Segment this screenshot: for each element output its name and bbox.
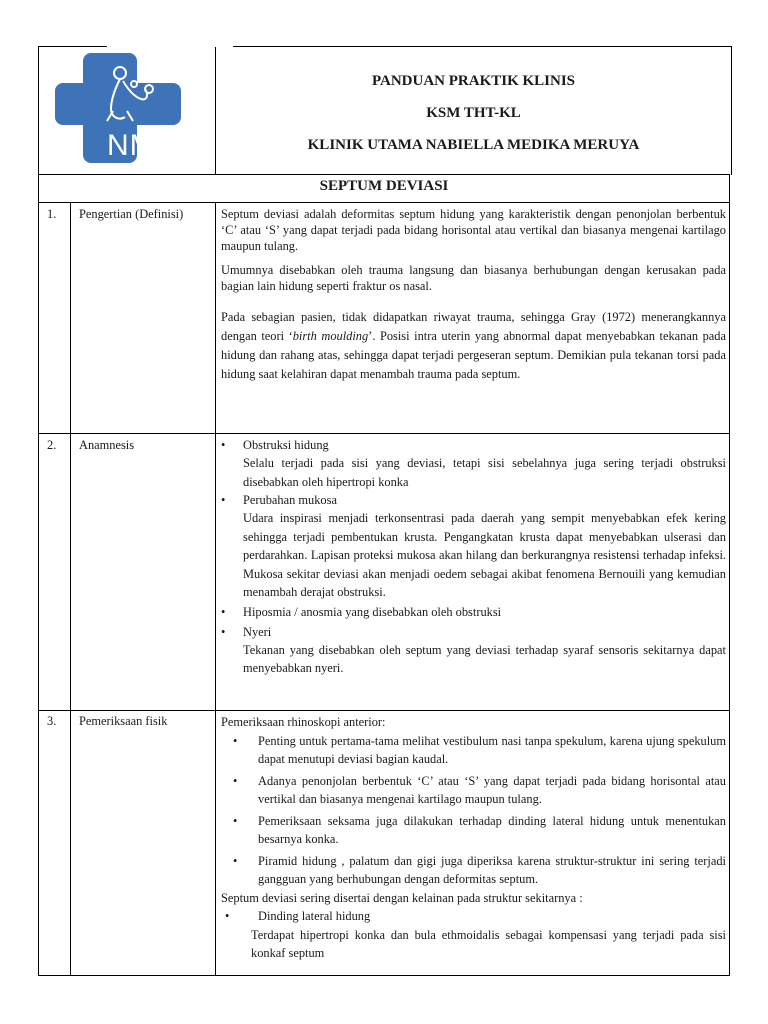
row-label: Pengertian (Definisi): [79, 207, 184, 221]
divider: [39, 202, 729, 203]
list-item: • Penting untuk pertama-tama melihat vestibulum nasi tanpa spekulum, karena ujung spekulum dapat menutupi deviasi bagian kaudal.: [233, 733, 726, 766]
divider: [39, 433, 729, 434]
list-item-text: Tekanan yang disebabkan oleh septum yang deviasi terhadap syaraf sensoris sekitarnya dapat menyebabkan nyeri.: [243, 642, 726, 675]
list-item: • Nyeri: [221, 624, 272, 639]
column-divider: [70, 202, 71, 975]
clinic-logo: [39, 47, 215, 175]
row-number: 1.: [47, 207, 57, 221]
list-item: • Perubahan mukosa: [221, 493, 337, 507]
paragraph: Pada sebagian pasien, tidak didapatkan riwayat trauma, sehingga Gray (1972) menerangkannya dengan teori ‘birth moulding’. Posisi intra uterin yang abnormal dapat menyebabkan tekanan pada hidung dan rahang atas, sehingga dapat terjadi pergeseran septum. Demikian pula tekanan torsi pada hidung saat kelahiran dapat menambah trauma pada septum.: [221, 310, 727, 381]
logo-text: NMM: [107, 129, 182, 162]
paragraph: Septum deviasi sering disertai dengan kelainan pada struktur sekitarnya :: [221, 890, 583, 905]
list-item: • Hiposmia / anosmia yang disebabkan oleh obstruksi: [221, 604, 502, 619]
list-item-text: Udara inspirasi menjadi terkonsentrasi pada daerah yang sempit menyebabkan efek kering sehingga terjadi pembentukan krusta. Pengangkatan krusta dapat menyebabkan ulserasi dan perdarahkan. Lapisan proteksi mukosa akan hilang dan berkurangnya resistensi terhadap infeksi. Mukosa sekitar deviasi akan menjadi oedem sebagai akibat fenomena Bernouili yang kemudian menambah derajat obstruksi.: [243, 511, 726, 599]
list-item: • Pemeriksaan seksama juga dilakukan terhadap dinding lateral hidung untuk menentukan besarnya konka.: [233, 813, 726, 846]
row-number: 3.: [47, 714, 57, 728]
header-box: [38, 46, 732, 175]
row-content-physical-exam: [221, 713, 726, 962]
list-item: • Piramid hidung , palatum dan gigi juga diperiksa karena struktur-struktur ini sering terjadi gangguan yang berhubungan dengan deformitas septum.: [233, 853, 726, 886]
divider: [39, 710, 729, 711]
guideline-table: [38, 174, 730, 976]
logo-cell: [39, 47, 216, 175]
list-item: • Obstruksi hidung: [221, 438, 329, 452]
document-title: PANDUAN PRAKTIK KLINIS: [371, 73, 576, 89]
section-title: SEPTUM DEVIASI: [319, 178, 449, 194]
title-cell: [216, 47, 731, 175]
row-number: 2.: [47, 438, 57, 452]
department-title: KSM THT-KL: [426, 105, 521, 121]
paragraph: Umumnya disebabkan oleh trauma langsung dan biasanya berhubungan dengan kerusakan pada bagian lain hidung seperti fraktur os nasal.: [221, 263, 726, 293]
list-item: • Dinding lateral hidung: [225, 909, 371, 923]
list-item-text: Selalu terjadi pada sisi yang deviasi, tetapi sisi sebelahnya juga sering terjadi obstruksi disebabkan oleh hipertropi konka: [243, 456, 726, 489]
clinic-name: KLINIK UTAMA NABIELLA MEDIKA MERUYA: [307, 137, 640, 153]
column-divider: [215, 202, 216, 975]
row-label: Pemeriksaan fisik: [79, 714, 168, 728]
row-content-anamnesis: [221, 437, 726, 678]
paragraph: Septum deviasi adalah deformitas septum hidung yang karakteristik dengan penonjolan berbentuk ‘C’ atau ‘S’ yang dapat terjadi pada bidang horisontal atau vertikal dan biasanya mengenai kartilago maupun tulang.: [221, 207, 726, 253]
row-content-definition: [221, 206, 726, 384]
list-item: • Adanya penonjolan berbentuk ‘C’ atau ‘S’ yang dapat terjadi pada bidang horisontal atau vertikal dan biasanya mengenai kartilago maupun tulang.: [233, 773, 726, 806]
paragraph: Pemeriksaan rhinoskopi anterior:: [221, 715, 386, 729]
row-label: Anamnesis: [79, 438, 135, 452]
list-item-text: Terdapat hipertropi konka dan bula ethmoidalis sebagai kompensasi yang terjadi pada sisi konkaf septum: [251, 927, 726, 960]
